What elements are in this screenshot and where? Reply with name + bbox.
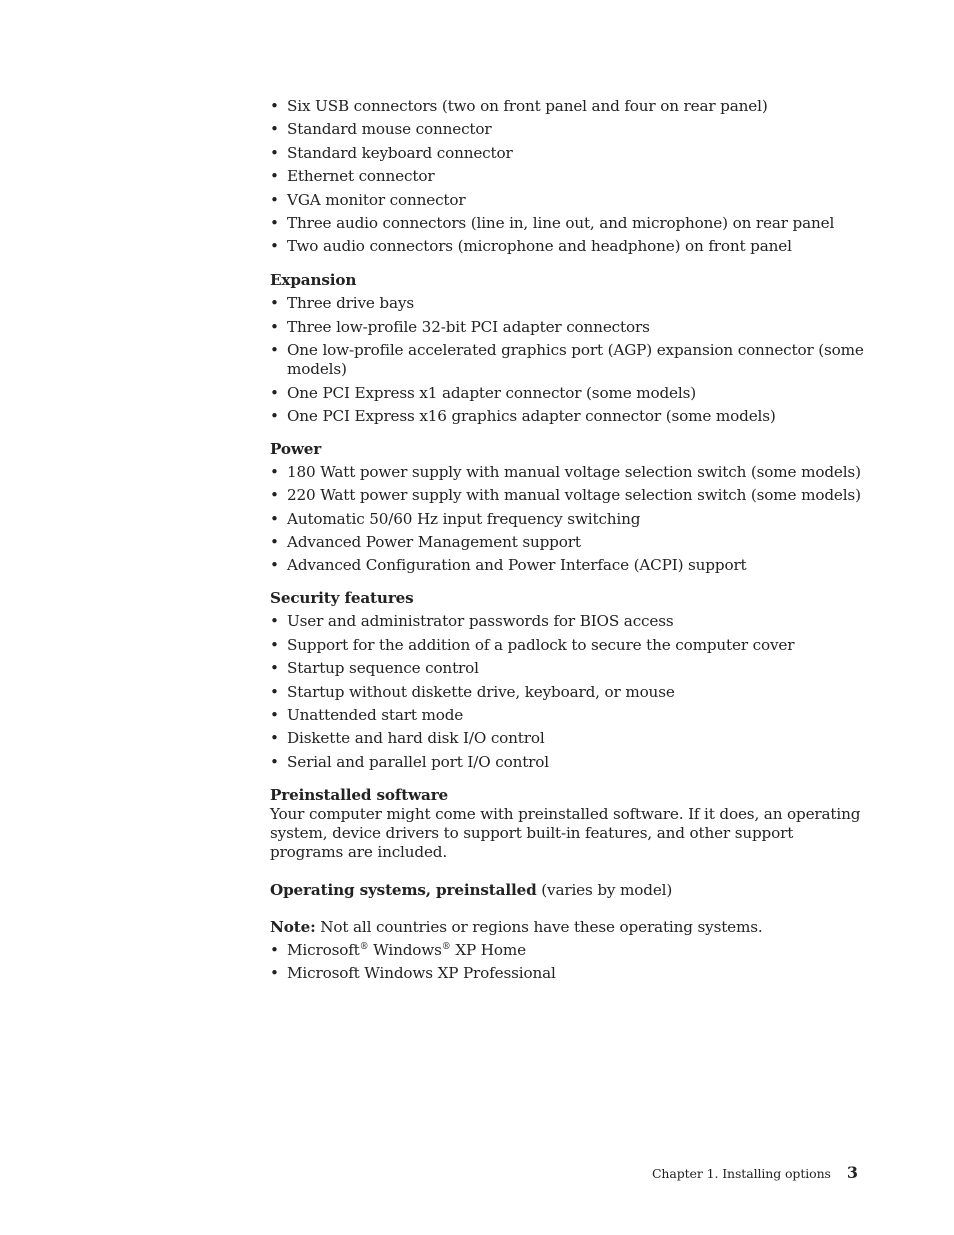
preinstalled-body: Your computer might come with preinstalled software. If it does, an operating system, device drivers to support built-in features, and other support programs are included.: [270, 804, 861, 861]
list-item: [270, 941, 870, 960]
list-item: • Startup sequence control: [270, 659, 870, 678]
list-item: • Startup without diskette drive, keyboard, or mouse: [270, 683, 870, 702]
note-label: Note:: [270, 917, 316, 936]
list-item: • Automatic 50/60 Hz input frequency switching: [270, 510, 870, 529]
list-item: • Unattended start mode: [270, 706, 870, 725]
os-heading-rest: (varies by model): [536, 880, 673, 899]
list-item: • Six USB connectors (two on front panel and four on rear panel): [270, 97, 870, 116]
list-item: • One low-profile accelerated graphics port (AGP) expansion connector (some models): [270, 341, 870, 379]
list-item: • 180 Watt power supply with manual voltage selection switch (some models): [270, 463, 870, 482]
os-section: [270, 881, 870, 983]
security-section: [270, 589, 870, 771]
power-section: [270, 440, 870, 576]
list-item: • Diskette and hard disk I/O control: [270, 729, 870, 748]
list-item: • Ethernet connector: [270, 167, 870, 186]
expansion-list: [270, 294, 870, 426]
chapter-title: Chapter 1. Installing options: [651, 1166, 831, 1181]
list-item: • Support for the addition of a padlock to secure the computer cover: [270, 636, 870, 655]
os-item1-part1: Microsoft: [287, 940, 360, 959]
list-item: • User and administrator passwords for BIOS access: [270, 612, 870, 631]
expansion-section: [270, 271, 870, 426]
page-number: 3: [846, 1163, 858, 1182]
list-item: • Serial and parallel port I/O control: [270, 753, 870, 772]
power-list: [270, 463, 870, 576]
list-item: • Standard mouse connector: [270, 120, 870, 139]
page-footer: [652, 1163, 858, 1182]
os-item1-part2: Windows: [368, 940, 442, 959]
os-heading-bold: Operating systems, preinstalled: [270, 880, 537, 899]
security-heading: Security features: [270, 589, 414, 608]
list-item: • Standard keyboard connector: [270, 144, 870, 163]
list-item: • Three audio connectors (line in, line out, and microphone) on rear panel: [270, 214, 870, 233]
os-heading: [270, 881, 870, 900]
page-content: [270, 97, 870, 988]
list-item: • Three low-profile 32-bit PCI adapter connectors: [270, 318, 870, 337]
list-item: • Three drive bays: [270, 294, 870, 313]
os-item1-part3: XP Home: [450, 940, 526, 959]
registered-mark: ®: [441, 941, 451, 952]
preinstalled-section: [270, 786, 870, 862]
note-text: Not all countries or regions have these operating systems.: [315, 917, 763, 936]
list-item: • Two audio connectors (microphone and headphone) on front panel: [270, 237, 870, 256]
list-item: • Advanced Configuration and Power Interface (ACPI) support: [270, 556, 870, 575]
list-item: • 220 Watt power supply with manual voltage selection switch (some models): [270, 486, 870, 505]
list-item: • One PCI Express x1 adapter connector (some models): [270, 384, 870, 403]
preinstalled-heading: Preinstalled software: [270, 785, 449, 804]
os-note: [270, 918, 870, 937]
list-item: • Microsoft Windows XP Professional: [270, 964, 870, 983]
expansion-heading: Expansion: [270, 271, 357, 290]
list-item: • One PCI Express x16 graphics adapter connector (some models): [270, 407, 870, 426]
power-heading: Power: [270, 439, 322, 458]
registered-mark: ®: [359, 941, 369, 952]
os-list: [270, 941, 870, 983]
list-item: • Advanced Power Management support: [270, 533, 870, 552]
list-item: • VGA monitor connector: [270, 191, 870, 210]
security-list: [270, 612, 870, 771]
connectors-list: [270, 97, 870, 256]
